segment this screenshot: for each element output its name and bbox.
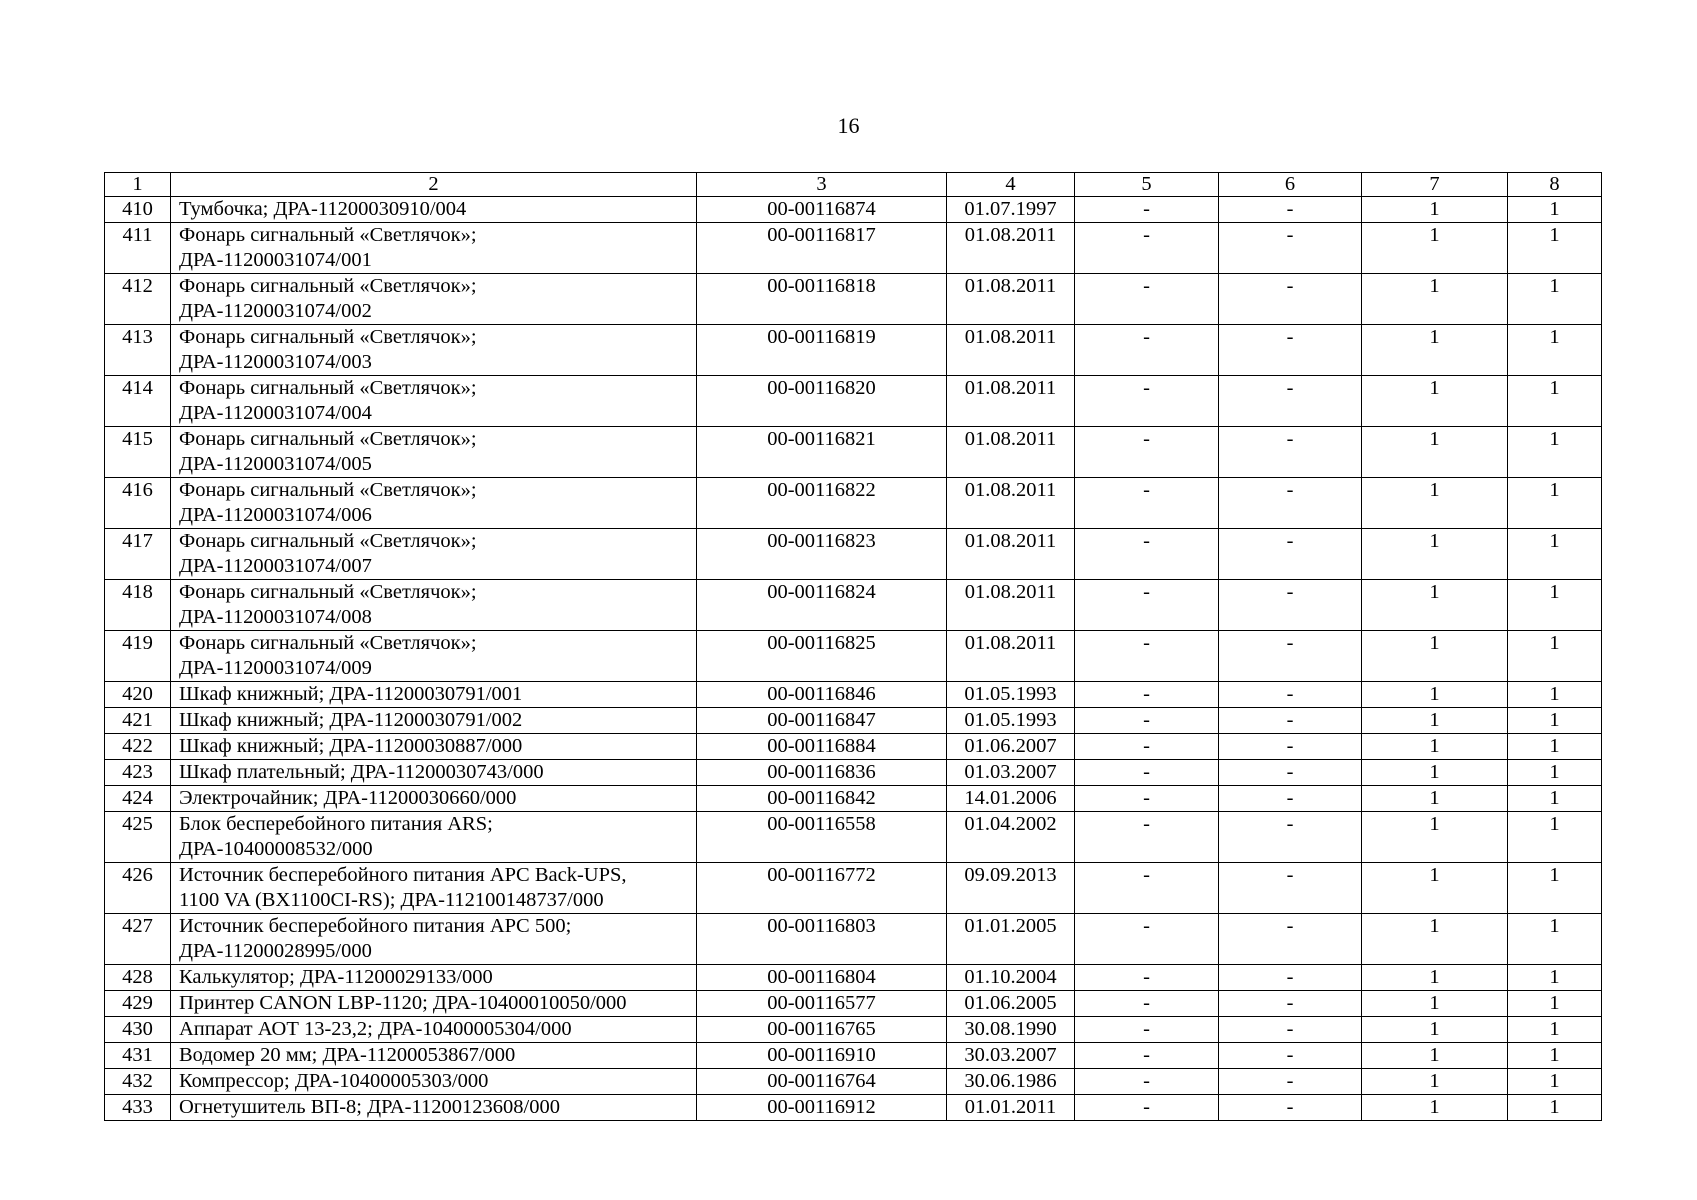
item-name-line: Принтер CANON LBP-1120; ДРА-10400010050/000: [179, 992, 627, 1014]
inventory-code: 00-00116764: [697, 1069, 947, 1095]
column-7-value: 1: [1362, 325, 1508, 376]
column-8-value: 1: [1508, 580, 1602, 631]
table-row: [105, 760, 1602, 786]
item-name-line: Шкаф книжный; ДРА-11200030791/002: [179, 709, 523, 731]
column-5-value: -: [1075, 1095, 1219, 1121]
table-row: [105, 529, 1602, 580]
table-row: [105, 991, 1602, 1017]
column-7-value: 1: [1362, 734, 1508, 760]
item-name-line: Фонарь сигнальный «Светлячок»;: [179, 326, 477, 348]
inventory-code: 00-00116819: [697, 325, 947, 376]
inventory-code: 00-00116846: [697, 682, 947, 708]
item-name-line: Фонарь сигнальный «Светлячок»;: [179, 479, 477, 501]
column-7-value: 1: [1362, 197, 1508, 223]
table-row: [105, 223, 1602, 274]
inventory-code: 00-00116842: [697, 786, 947, 812]
column-8-value: 1: [1508, 529, 1602, 580]
column-7-value: 1: [1362, 863, 1508, 914]
column-5-value: -: [1075, 1043, 1219, 1069]
item-name: [171, 427, 697, 478]
column-6-value: -: [1219, 1043, 1362, 1069]
column-header-8: 8: [1508, 173, 1602, 197]
date: 09.09.2013: [947, 863, 1075, 914]
column-5-value: -: [1075, 274, 1219, 325]
item-name-line: Водомер 20 мм; ДРА-11200053867/000: [179, 1044, 516, 1066]
column-8-value: 1: [1508, 223, 1602, 274]
item-name-line: ДРА-11200031074/002: [179, 300, 372, 322]
row-number: 416: [105, 478, 171, 529]
column-8-value: 1: [1508, 991, 1602, 1017]
item-name: [171, 376, 697, 427]
item-name-line: Шкаф книжный; ДРА-11200030887/000: [179, 735, 523, 757]
column-header-1: 1: [105, 173, 171, 197]
column-8-value: 1: [1508, 760, 1602, 786]
item-name-line: Шкаф плательный; ДРА-11200030743/000: [179, 761, 544, 783]
item-name-line: ДРА-11200031074/008: [179, 606, 372, 628]
column-7-value: 1: [1362, 1095, 1508, 1121]
column-8-value: 1: [1508, 1017, 1602, 1043]
item-name-line: Блок бесперебойного питания ARS;: [179, 813, 493, 835]
column-6-value: -: [1219, 1069, 1362, 1095]
item-name-line: ДРА-11200031074/005: [179, 453, 372, 475]
date: 01.07.1997: [947, 197, 1075, 223]
inventory-code: 00-00116912: [697, 1095, 947, 1121]
row-number: 414: [105, 376, 171, 427]
column-5-value: -: [1075, 812, 1219, 863]
inventory-code: 00-00116910: [697, 1043, 947, 1069]
item-name-line: Фонарь сигнальный «Светлячок»;: [179, 530, 477, 552]
column-6-value: -: [1219, 427, 1362, 478]
date: 01.08.2011: [947, 631, 1075, 682]
inventory-code: 00-00116558: [697, 812, 947, 863]
column-8-value: 1: [1508, 325, 1602, 376]
column-8-value: 1: [1508, 376, 1602, 427]
row-number: 424: [105, 786, 171, 812]
item-name: [171, 734, 697, 760]
item-name-line: Аппарат АОТ 13-23,2; ДРА-10400005304/000: [179, 1018, 572, 1040]
item-name: [171, 223, 697, 274]
row-number: 429: [105, 991, 171, 1017]
inventory-code: 00-00116836: [697, 760, 947, 786]
date: 01.08.2011: [947, 325, 1075, 376]
row-number: 433: [105, 1095, 171, 1121]
item-name-line: Электрочайник; ДРА-11200030660/000: [179, 787, 517, 809]
item-name: [171, 786, 697, 812]
column-8-value: 1: [1508, 1095, 1602, 1121]
item-name-line: ДРА-11200028995/000: [179, 940, 372, 962]
inventory-code: 00-00116825: [697, 631, 947, 682]
column-7-value: 1: [1362, 478, 1508, 529]
column-5-value: -: [1075, 427, 1219, 478]
table-body: [105, 173, 1602, 1121]
inventory-code: 00-00116803: [697, 914, 947, 965]
column-6-value: -: [1219, 325, 1362, 376]
date: 01.10.2004: [947, 965, 1075, 991]
column-6-value: -: [1219, 965, 1362, 991]
item-name: [171, 478, 697, 529]
column-5-value: -: [1075, 223, 1219, 274]
item-name-line: Шкаф книжный; ДРА-11200030791/001: [179, 683, 523, 705]
date: 30.03.2007: [947, 1043, 1075, 1069]
item-name: [171, 991, 697, 1017]
column-7-value: 1: [1362, 427, 1508, 478]
column-8-value: 1: [1508, 965, 1602, 991]
item-name: [171, 325, 697, 376]
row-number: 420: [105, 682, 171, 708]
item-name-line: Источник бесперебойного питания APC Back-UPS,: [179, 864, 627, 886]
item-name: [171, 1095, 697, 1121]
column-8-value: 1: [1508, 478, 1602, 529]
row-number: 410: [105, 197, 171, 223]
column-6-value: -: [1219, 223, 1362, 274]
table-row: [105, 708, 1602, 734]
column-6-value: -: [1219, 734, 1362, 760]
column-6-value: -: [1219, 786, 1362, 812]
column-8-value: 1: [1508, 708, 1602, 734]
item-name-line: ДРА-11200031074/003: [179, 351, 372, 373]
date: 01.06.2007: [947, 734, 1075, 760]
item-name-line: ДРА-11200031074/001: [179, 249, 372, 271]
table-row: [105, 274, 1602, 325]
item-name-line: Огнетушитель ВП-8; ДРА-11200123608/000: [179, 1096, 560, 1118]
column-6-value: -: [1219, 812, 1362, 863]
column-5-value: -: [1075, 376, 1219, 427]
column-8-value: 1: [1508, 682, 1602, 708]
row-number: 431: [105, 1043, 171, 1069]
column-7-value: 1: [1362, 376, 1508, 427]
column-8-value: 1: [1508, 631, 1602, 682]
inventory-code: 00-00116824: [697, 580, 947, 631]
item-name-line: Фонарь сигнальный «Светлячок»;: [179, 632, 477, 654]
page-number: 16: [837, 113, 860, 138]
item-name-line: Фонарь сигнальный «Светлячок»;: [179, 224, 477, 246]
inventory-code: 00-00116765: [697, 1017, 947, 1043]
inventory-code: 00-00116818: [697, 274, 947, 325]
column-7-value: 1: [1362, 682, 1508, 708]
column-6-value: -: [1219, 1017, 1362, 1043]
date: 01.01.2005: [947, 914, 1075, 965]
column-7-value: 1: [1362, 914, 1508, 965]
row-number: 411: [105, 223, 171, 274]
row-number: 423: [105, 760, 171, 786]
item-name-line: ДРА-11200031074/004: [179, 402, 372, 424]
item-name: [171, 760, 697, 786]
item-name: [171, 631, 697, 682]
row-number: 421: [105, 708, 171, 734]
column-5-value: -: [1075, 529, 1219, 580]
column-7-value: 1: [1362, 991, 1508, 1017]
column-6-value: -: [1219, 376, 1362, 427]
column-5-value: -: [1075, 682, 1219, 708]
item-name-line: Компрессор; ДРА-10400005303/000: [179, 1070, 489, 1092]
row-number: 418: [105, 580, 171, 631]
row-number: 412: [105, 274, 171, 325]
column-header-3: 3: [697, 173, 947, 197]
table-row: [105, 812, 1602, 863]
column-8-value: 1: [1508, 1043, 1602, 1069]
inventory-code: 00-00116821: [697, 427, 947, 478]
date: 01.06.2005: [947, 991, 1075, 1017]
column-6-value: -: [1219, 478, 1362, 529]
table-row: [105, 631, 1602, 682]
item-name: [171, 1069, 697, 1095]
table-row: [105, 786, 1602, 812]
column-6-value: -: [1219, 274, 1362, 325]
item-name: [171, 580, 697, 631]
date: 14.01.2006: [947, 786, 1075, 812]
column-6-value: -: [1219, 914, 1362, 965]
column-7-value: 1: [1362, 708, 1508, 734]
table-row: [105, 734, 1602, 760]
inventory-code: 00-00116820: [697, 376, 947, 427]
column-7-value: 1: [1362, 1017, 1508, 1043]
column-header-5: 5: [1075, 173, 1219, 197]
column-7-value: 1: [1362, 631, 1508, 682]
column-7-value: 1: [1362, 786, 1508, 812]
column-6-value: -: [1219, 991, 1362, 1017]
inventory-code: 00-00116847: [697, 708, 947, 734]
table-row: [105, 1043, 1602, 1069]
column-8-value: 1: [1508, 427, 1602, 478]
inventory-code: 00-00116804: [697, 965, 947, 991]
column-6-value: -: [1219, 631, 1362, 682]
table-row: [105, 1017, 1602, 1043]
column-7-value: 1: [1362, 580, 1508, 631]
item-name-line: Тумбочка; ДРА-11200030910/004: [179, 198, 467, 220]
table-row: [105, 863, 1602, 914]
column-6-value: -: [1219, 760, 1362, 786]
item-name: [171, 812, 697, 863]
column-5-value: -: [1075, 478, 1219, 529]
column-7-value: 1: [1362, 965, 1508, 991]
row-number: 428: [105, 965, 171, 991]
row-number: 432: [105, 1069, 171, 1095]
column-8-value: 1: [1508, 1069, 1602, 1095]
column-5-value: -: [1075, 863, 1219, 914]
column-5-value: -: [1075, 1017, 1219, 1043]
item-name: [171, 863, 697, 914]
inventory-code: 00-00116822: [697, 478, 947, 529]
table-row: [105, 1095, 1602, 1121]
date: 01.03.2007: [947, 760, 1075, 786]
column-5-value: -: [1075, 914, 1219, 965]
date: 01.08.2011: [947, 427, 1075, 478]
column-5-value: -: [1075, 786, 1219, 812]
table-row: [105, 580, 1602, 631]
date: 30.08.1990: [947, 1017, 1075, 1043]
table-row: [105, 1069, 1602, 1095]
column-6-value: -: [1219, 708, 1362, 734]
column-header-7: 7: [1362, 173, 1508, 197]
row-number: 426: [105, 863, 171, 914]
column-5-value: -: [1075, 734, 1219, 760]
date: 01.05.1993: [947, 682, 1075, 708]
column-header-6: 6: [1219, 173, 1362, 197]
column-7-value: 1: [1362, 760, 1508, 786]
table-row: [105, 682, 1602, 708]
table-row: [105, 325, 1602, 376]
item-name: [171, 914, 697, 965]
row-number: 422: [105, 734, 171, 760]
column-5-value: -: [1075, 991, 1219, 1017]
column-7-value: 1: [1362, 223, 1508, 274]
column-8-value: 1: [1508, 812, 1602, 863]
date: 01.05.1993: [947, 708, 1075, 734]
row-number: 425: [105, 812, 171, 863]
column-7-value: 1: [1362, 274, 1508, 325]
row-number: 417: [105, 529, 171, 580]
column-5-value: -: [1075, 631, 1219, 682]
date: 01.04.2002: [947, 812, 1075, 863]
table-row: [105, 965, 1602, 991]
inventory-code: 00-00116577: [697, 991, 947, 1017]
table-row: [105, 478, 1602, 529]
column-6-value: -: [1219, 1095, 1362, 1121]
date: 01.08.2011: [947, 376, 1075, 427]
date: 01.08.2011: [947, 529, 1075, 580]
item-name-line: Фонарь сигнальный «Светлячок»;: [179, 581, 477, 603]
item-name-line: ДРА-11200031074/007: [179, 555, 372, 577]
item-name: [171, 682, 697, 708]
table-row: [105, 197, 1602, 223]
column-5-value: -: [1075, 325, 1219, 376]
row-number: 427: [105, 914, 171, 965]
column-header-4: 4: [947, 173, 1075, 197]
item-name-line: ДРА-11200031074/009: [179, 657, 372, 679]
item-name: [171, 529, 697, 580]
table-header-row: [105, 173, 1602, 197]
item-name-line: Источник бесперебойного питания APC 500;: [179, 915, 572, 937]
item-name-line: ДРА-11200031074/006: [179, 504, 372, 526]
item-name-line: 1100 VA (BX1100CI-RS); ДРА-112100148737/000: [179, 889, 604, 911]
column-7-value: 1: [1362, 1043, 1508, 1069]
column-6-value: -: [1219, 580, 1362, 631]
inventory-code: 00-00116884: [697, 734, 947, 760]
inventory-code: 00-00116874: [697, 197, 947, 223]
column-7-value: 1: [1362, 812, 1508, 863]
item-name: [171, 197, 697, 223]
row-number: 415: [105, 427, 171, 478]
item-name: [171, 1017, 697, 1043]
column-8-value: 1: [1508, 197, 1602, 223]
column-8-value: 1: [1508, 274, 1602, 325]
item-name-line: Фонарь сигнальный «Светлячок»;: [179, 377, 477, 399]
column-6-value: -: [1219, 863, 1362, 914]
row-number: 430: [105, 1017, 171, 1043]
item-name: [171, 274, 697, 325]
date: 01.01.2011: [947, 1095, 1075, 1121]
item-name-line: Фонарь сигнальный «Светлячок»;: [179, 428, 477, 450]
column-8-value: 1: [1508, 863, 1602, 914]
table-row: [105, 427, 1602, 478]
column-5-value: -: [1075, 197, 1219, 223]
date: 01.08.2011: [947, 580, 1075, 631]
column-5-value: -: [1075, 580, 1219, 631]
date: 01.08.2011: [947, 274, 1075, 325]
date: 01.08.2011: [947, 478, 1075, 529]
item-name: [171, 965, 697, 991]
column-6-value: -: [1219, 529, 1362, 580]
item-name: [171, 1043, 697, 1069]
column-6-value: -: [1219, 197, 1362, 223]
table-row: [105, 914, 1602, 965]
column-8-value: 1: [1508, 786, 1602, 812]
column-7-value: 1: [1362, 529, 1508, 580]
column-8-value: 1: [1508, 914, 1602, 965]
column-5-value: -: [1075, 965, 1219, 991]
item-name: [171, 708, 697, 734]
column-7-value: 1: [1362, 1069, 1508, 1095]
item-name-line: Фонарь сигнальный «Светлячок»;: [179, 275, 477, 297]
column-6-value: -: [1219, 682, 1362, 708]
inventory-code: 00-00116817: [697, 223, 947, 274]
column-8-value: 1: [1508, 734, 1602, 760]
item-name-line: ДРА-10400008532/000: [179, 838, 373, 860]
date: 30.06.1986: [947, 1069, 1075, 1095]
inventory-table: [104, 172, 1602, 1121]
column-5-value: -: [1075, 708, 1219, 734]
row-number: 419: [105, 631, 171, 682]
row-number: 413: [105, 325, 171, 376]
column-5-value: -: [1075, 1069, 1219, 1095]
item-name-line: Калькулятор; ДРА-11200029133/000: [179, 966, 493, 988]
date: 01.08.2011: [947, 223, 1075, 274]
inventory-code: 00-00116772: [697, 863, 947, 914]
column-header-2: 2: [171, 173, 697, 197]
table-row: [105, 376, 1602, 427]
inventory-code: 00-00116823: [697, 529, 947, 580]
column-5-value: -: [1075, 760, 1219, 786]
